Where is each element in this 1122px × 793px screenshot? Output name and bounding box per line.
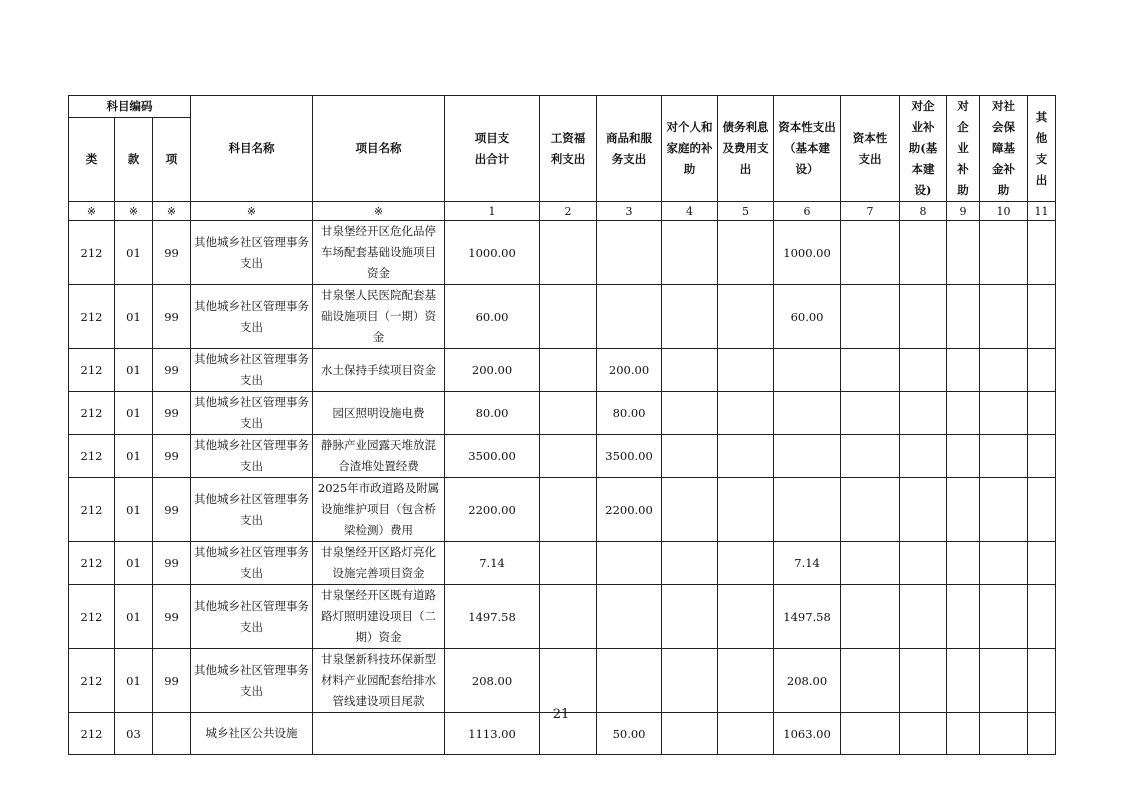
cell-personal-family-subsidy bbox=[662, 478, 718, 542]
cell-project-total: 2200.00 bbox=[445, 478, 540, 542]
cell-capital-construction: 1000.00 bbox=[774, 221, 841, 285]
cell-lei: 212 bbox=[69, 221, 115, 285]
index-cell: 6 bbox=[774, 202, 841, 221]
header-kuan: 款 bbox=[115, 118, 153, 202]
cell-capital-expenditure bbox=[841, 221, 900, 285]
cell-subject-name: 其他城乡社区管理事务支出 bbox=[191, 221, 313, 285]
cell-goods-services bbox=[597, 221, 662, 285]
cell-kuan: 01 bbox=[115, 349, 153, 392]
cell-project-total: 1113.00 bbox=[445, 713, 540, 755]
cell-personal-family-subsidy bbox=[662, 392, 718, 435]
cell-enterprise-subsidy bbox=[947, 542, 980, 585]
cell-debt-interest bbox=[718, 285, 774, 349]
table-row bbox=[69, 285, 1056, 349]
cell-debt-interest bbox=[718, 585, 774, 649]
cell-personal-family-subsidy bbox=[662, 542, 718, 585]
cell-enterprise-subsidy-construction bbox=[900, 285, 947, 349]
cell-lei: 212 bbox=[69, 542, 115, 585]
cell-debt-interest bbox=[718, 349, 774, 392]
cell-subject-name: 其他城乡社区管理事务支出 bbox=[191, 285, 313, 349]
cell-social-security-subsidy bbox=[980, 221, 1028, 285]
cell-capital-construction: 1497.58 bbox=[774, 585, 841, 649]
cell-debt-interest bbox=[718, 649, 774, 713]
cell-enterprise-subsidy bbox=[947, 649, 980, 713]
cell-enterprise-subsidy-construction bbox=[900, 585, 947, 649]
cell-social-security-subsidy bbox=[980, 585, 1028, 649]
cell-salary-welfare bbox=[540, 542, 597, 585]
cell-capital-expenditure bbox=[841, 349, 900, 392]
cell-project-total: 1497.58 bbox=[445, 585, 540, 649]
index-cell: ※ bbox=[313, 202, 445, 221]
cell-project-name: 甘泉堡新科技环保新型材料产业园配套给排水管线建设项目尾款 bbox=[313, 649, 445, 713]
cell-xiang: 99 bbox=[153, 435, 191, 478]
cell-enterprise-subsidy bbox=[947, 349, 980, 392]
cell-xiang: 99 bbox=[153, 221, 191, 285]
cell-salary-welfare bbox=[540, 349, 597, 392]
header-enterprise-subsidy-construction: 对企业补助(基本建设) bbox=[900, 96, 947, 202]
cell-lei: 212 bbox=[69, 478, 115, 542]
cell-project-name: 甘泉堡经开区危化品停车场配套基础设施项目资金 bbox=[313, 221, 445, 285]
cell-capital-expenditure bbox=[841, 478, 900, 542]
index-cell: ※ bbox=[69, 202, 115, 221]
cell-project-total: 1000.00 bbox=[445, 221, 540, 285]
cell-salary-welfare bbox=[540, 392, 597, 435]
cell-other-expenditure bbox=[1028, 542, 1056, 585]
cell-other-expenditure bbox=[1028, 585, 1056, 649]
cell-debt-interest bbox=[718, 478, 774, 542]
cell-capital-construction: 60.00 bbox=[774, 285, 841, 349]
index-cell: 10 bbox=[980, 202, 1028, 221]
index-cell: 7 bbox=[841, 202, 900, 221]
cell-capital-expenditure bbox=[841, 392, 900, 435]
cell-enterprise-subsidy bbox=[947, 392, 980, 435]
cell-project-total: 60.00 bbox=[445, 285, 540, 349]
cell-kuan: 01 bbox=[115, 585, 153, 649]
cell-enterprise-subsidy bbox=[947, 221, 980, 285]
cell-lei: 212 bbox=[69, 349, 115, 392]
cell-debt-interest bbox=[718, 221, 774, 285]
table-row bbox=[69, 649, 1056, 713]
cell-goods-services bbox=[597, 285, 662, 349]
cell-enterprise-subsidy-construction bbox=[900, 349, 947, 392]
cell-goods-services: 50.00 bbox=[597, 713, 662, 755]
table-row bbox=[69, 349, 1056, 392]
cell-goods-services: 200.00 bbox=[597, 349, 662, 392]
cell-capital-construction: 1063.00 bbox=[774, 713, 841, 755]
cell-lei: 212 bbox=[69, 713, 115, 755]
table-row bbox=[69, 542, 1056, 585]
cell-personal-family-subsidy bbox=[662, 349, 718, 392]
cell-enterprise-subsidy bbox=[947, 435, 980, 478]
cell-lei: 212 bbox=[69, 392, 115, 435]
cell-social-security-subsidy bbox=[980, 392, 1028, 435]
index-cell: 4 bbox=[662, 202, 718, 221]
index-cell: 5 bbox=[718, 202, 774, 221]
cell-lei: 212 bbox=[69, 585, 115, 649]
cell-other-expenditure bbox=[1028, 285, 1056, 349]
index-cell: 8 bbox=[900, 202, 947, 221]
cell-capital-construction bbox=[774, 392, 841, 435]
cell-kuan: 01 bbox=[115, 435, 153, 478]
index-cell: 3 bbox=[597, 202, 662, 221]
cell-xiang: 99 bbox=[153, 649, 191, 713]
cell-goods-services bbox=[597, 542, 662, 585]
cell-project-name: 静脉产业园露天堆放混合渣堆处置经费 bbox=[313, 435, 445, 478]
cell-subject-name: 其他城乡社区管理事务支出 bbox=[191, 649, 313, 713]
index-cell: ※ bbox=[115, 202, 153, 221]
cell-kuan: 01 bbox=[115, 478, 153, 542]
header-salary-welfare: 工资福利支出 bbox=[540, 96, 597, 202]
cell-goods-services bbox=[597, 585, 662, 649]
cell-enterprise-subsidy-construction bbox=[900, 542, 947, 585]
cell-xiang: 99 bbox=[153, 285, 191, 349]
cell-personal-family-subsidy bbox=[662, 285, 718, 349]
cell-personal-family-subsidy bbox=[662, 435, 718, 478]
header-subject-code: 科目编码 bbox=[69, 96, 191, 118]
cell-salary-welfare bbox=[540, 649, 597, 713]
cell-goods-services bbox=[597, 649, 662, 713]
cell-other-expenditure bbox=[1028, 221, 1056, 285]
cell-other-expenditure bbox=[1028, 349, 1056, 392]
cell-project-name: 园区照明设施电费 bbox=[313, 392, 445, 435]
cell-goods-services: 3500.00 bbox=[597, 435, 662, 478]
cell-capital-construction: 7.14 bbox=[774, 542, 841, 585]
cell-subject-name: 其他城乡社区管理事务支出 bbox=[191, 392, 313, 435]
cell-debt-interest bbox=[718, 392, 774, 435]
header-personal-family-subsidy: 对个人和家庭的补助 bbox=[662, 96, 718, 202]
cell-salary-welfare bbox=[540, 478, 597, 542]
cell-kuan: 01 bbox=[115, 221, 153, 285]
cell-project-total: 3500.00 bbox=[445, 435, 540, 478]
index-cell: ※ bbox=[153, 202, 191, 221]
cell-xiang: 99 bbox=[153, 542, 191, 585]
header-social-security-subsidy: 对社会保障基金补助 bbox=[980, 96, 1028, 202]
cell-personal-family-subsidy bbox=[662, 649, 718, 713]
cell-kuan: 01 bbox=[115, 542, 153, 585]
cell-capital-construction bbox=[774, 349, 841, 392]
cell-enterprise-subsidy bbox=[947, 585, 980, 649]
cell-enterprise-subsidy bbox=[947, 285, 980, 349]
cell-project-name: 水土保持手续项目资金 bbox=[313, 349, 445, 392]
cell-capital-expenditure bbox=[841, 649, 900, 713]
cell-subject-name: 其他城乡社区管理事务支出 bbox=[191, 542, 313, 585]
cell-social-security-subsidy bbox=[980, 542, 1028, 585]
table-row bbox=[69, 435, 1056, 478]
cell-social-security-subsidy bbox=[980, 349, 1028, 392]
table-row bbox=[69, 478, 1056, 542]
cell-project-name: 2025年市政道路及附属设施维护项目（包含桥梁检测）费用 bbox=[313, 478, 445, 542]
index-cell: 11 bbox=[1028, 202, 1056, 221]
cell-project-total: 7.14 bbox=[445, 542, 540, 585]
cell-enterprise-subsidy bbox=[947, 478, 980, 542]
budget-table bbox=[68, 95, 1056, 755]
cell-kuan: 01 bbox=[115, 392, 153, 435]
cell-kuan: 03 bbox=[115, 713, 153, 755]
cell-xiang: 99 bbox=[153, 392, 191, 435]
cell-subject-name: 其他城乡社区管理事务支出 bbox=[191, 435, 313, 478]
table-row bbox=[69, 585, 1056, 649]
header-project-total: 项目支出合计 bbox=[445, 96, 540, 202]
cell-debt-interest bbox=[718, 542, 774, 585]
page-number: 21 bbox=[552, 707, 570, 722]
cell-capital-construction bbox=[774, 435, 841, 478]
cell-other-expenditure bbox=[1028, 649, 1056, 713]
header-lei: 类 bbox=[69, 118, 115, 202]
cell-personal-family-subsidy bbox=[662, 585, 718, 649]
cell-xiang: 99 bbox=[153, 585, 191, 649]
cell-capital-expenditure bbox=[841, 585, 900, 649]
header-subject-name: 科目名称 bbox=[191, 96, 313, 202]
cell-salary-welfare bbox=[540, 285, 597, 349]
cell-goods-services: 2200.00 bbox=[597, 478, 662, 542]
index-cell: ※ bbox=[191, 202, 313, 221]
cell-project-name: 甘泉堡经开区路灯亮化设施完善项目资金 bbox=[313, 542, 445, 585]
cell-enterprise-subsidy-construction bbox=[900, 221, 947, 285]
header-goods-services: 商品和服务支出 bbox=[597, 96, 662, 202]
header-capital-construction: 资本性支出（基本建设） bbox=[774, 96, 841, 202]
cell-social-security-subsidy bbox=[980, 285, 1028, 349]
cell-salary-welfare bbox=[540, 435, 597, 478]
cell-salary-welfare bbox=[540, 585, 597, 649]
cell-project-total: 80.00 bbox=[445, 392, 540, 435]
cell-kuan: 01 bbox=[115, 649, 153, 713]
cell-other-expenditure bbox=[1028, 435, 1056, 478]
cell-social-security-subsidy bbox=[980, 478, 1028, 542]
cell-lei: 212 bbox=[69, 285, 115, 349]
header-project-name: 项目名称 bbox=[313, 96, 445, 202]
table-row bbox=[69, 392, 1056, 435]
cell-other-expenditure bbox=[1028, 392, 1056, 435]
cell-subject-name: 城乡社区公共设施 bbox=[191, 713, 313, 755]
cell-lei: 212 bbox=[69, 435, 115, 478]
cell-enterprise-subsidy-construction bbox=[900, 478, 947, 542]
cell-project-name: 甘泉堡经开区既有道路路灯照明建设项目（二期）资金 bbox=[313, 585, 445, 649]
table-row bbox=[69, 221, 1056, 285]
cell-subject-name: 其他城乡社区管理事务支出 bbox=[191, 478, 313, 542]
cell-capital-expenditure bbox=[841, 435, 900, 478]
column-index-row bbox=[69, 202, 1056, 221]
index-cell: 1 bbox=[445, 202, 540, 221]
header-other-expenditure: 其他支出 bbox=[1028, 96, 1056, 202]
cell-goods-services: 80.00 bbox=[597, 392, 662, 435]
cell-project-name: 甘泉堡人民医院配套基础设施项目（一期）资金 bbox=[313, 285, 445, 349]
cell-personal-family-subsidy bbox=[662, 221, 718, 285]
cell-debt-interest bbox=[718, 435, 774, 478]
cell-lei: 212 bbox=[69, 649, 115, 713]
cell-capital-construction bbox=[774, 478, 841, 542]
cell-project-total: 200.00 bbox=[445, 349, 540, 392]
cell-salary-welfare bbox=[540, 221, 597, 285]
index-cell: 2 bbox=[540, 202, 597, 221]
header-enterprise-subsidy: 对企业补助 bbox=[947, 96, 980, 202]
cell-project-total: 208.00 bbox=[445, 649, 540, 713]
cell-enterprise-subsidy-construction bbox=[900, 649, 947, 713]
cell-capital-expenditure bbox=[841, 285, 900, 349]
cell-social-security-subsidy bbox=[980, 649, 1028, 713]
cell-other-expenditure bbox=[1028, 478, 1056, 542]
cell-xiang: 99 bbox=[153, 478, 191, 542]
header-capital-expenditure: 资本性支出 bbox=[841, 96, 900, 202]
cell-enterprise-subsidy-construction bbox=[900, 392, 947, 435]
cell-capital-construction: 208.00 bbox=[774, 649, 841, 713]
index-cell: 9 bbox=[947, 202, 980, 221]
cell-social-security-subsidy bbox=[980, 435, 1028, 478]
cell-subject-name: 其他城乡社区管理事务支出 bbox=[191, 349, 313, 392]
cell-kuan: 01 bbox=[115, 285, 153, 349]
cell-subject-name: 其他城乡社区管理事务支出 bbox=[191, 585, 313, 649]
cell-enterprise-subsidy-construction bbox=[900, 435, 947, 478]
cell-capital-expenditure bbox=[841, 542, 900, 585]
header-xiang: 项 bbox=[153, 118, 191, 202]
cell-xiang: 99 bbox=[153, 349, 191, 392]
header-debt-interest: 债务利息及费用支出 bbox=[718, 96, 774, 202]
